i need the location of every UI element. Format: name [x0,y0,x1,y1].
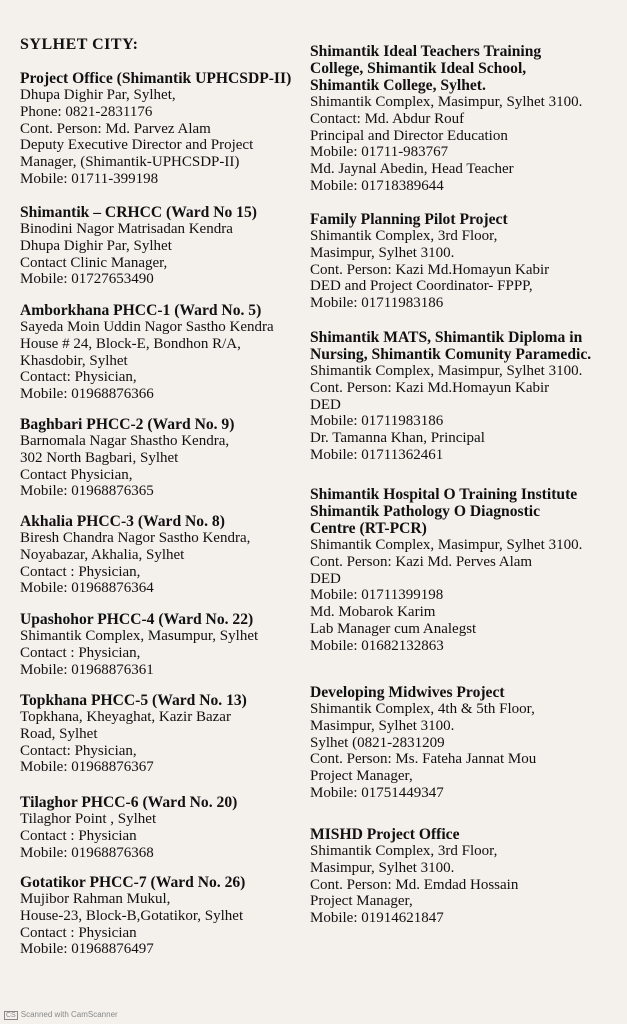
entry-line: Shimantik Complex, Masimpur, Sylhet 3100. [310,94,583,110]
entry-title: Upashohor PHCC-4 (Ward No. 22) [20,611,254,628]
entry-title: Developing Midwives Project [310,684,505,701]
entry-title: Shimantik Pathology O Diagnostic [310,503,541,520]
entry-line: Shimantik Complex, 3rd Floor, [310,843,498,859]
entry-title: Shimantik Ideal Teachers Training [310,43,542,60]
entry-title: Akhalia PHCC-3 (Ward No. 8) [20,513,225,530]
entry-line: Cont. Person: Md. Emdad Hossain [310,876,519,893]
entry-title: Topkhana PHCC-5 (Ward No. 13) [20,692,247,709]
entry-line: Dhupa Dighir Par, Sylhet, [20,87,176,103]
scanner-watermark [4,1010,118,1020]
entry-line: Mobile: 01711-983767 [310,144,449,161]
entry-line: Mobile: 01718389644 [310,177,444,194]
office-entry-ideal-institutions [310,43,615,195]
entry-title: College, Shimantik Ideal School, [310,60,527,77]
entry-line: Topkhana, Kheyaghat, Kazir Bazar [20,709,231,725]
entry-line: Masimpur, Sylhet 3100. [310,859,455,876]
entry-line: DED [310,396,341,413]
entry-line: Barnomala Nagar Shastho Kendra, [20,433,230,449]
entry-line: Mobile: 01914621847 [310,910,444,927]
entry-line: Binodini Nagor Matrisadan Kendra [20,221,233,237]
entry-line: 302 North Bagbari, Sylhet [20,449,179,466]
office-entry-family-planning [310,211,615,312]
entry-title: Shimantik College, Sylhet. [310,77,486,94]
entry-title: Centre (RT-PCR) [310,520,427,537]
entry-line: Mobile: 01968876366 [20,386,154,403]
entry-title: MISHD Project Office [310,826,460,843]
entry-line: Dhupa Dighir Par, Sylhet [20,237,172,254]
entry-line: Md. Jaynal Abedin, Head Teacher [310,161,514,178]
entry-line: Tilaghor Point , Sylhet [20,811,157,827]
entry-line: Cont. Person: Kazi Md. Perves Alam [310,553,533,570]
entry-line: Cont. Person: Kazi Md.Homayun Kabir [310,261,550,278]
entry-line: Mujibor Rahman Mukul, [20,891,171,907]
office-entry-project-office [20,70,300,188]
entry-line: Mobile: 01751449347 [310,784,444,801]
entry-line: Principal and Director Education [310,127,508,144]
entry-line: Md. Mobarok Karim [310,604,436,621]
entry-line: Mobile: 01968876361 [20,661,154,678]
office-entry-mishd [310,826,615,927]
entry-line: Project Manager, [310,768,413,785]
entry-line: Contact : Physician, [20,644,141,661]
entry-line: Mobile: 01968876368 [20,844,154,861]
entry-title: Tilaghor PHCC-6 (Ward No. 20) [20,794,238,811]
entry-line: House-23, Block-B,Gotatikor, Sylhet [20,907,244,924]
entry-line: Sylhet (0821-2831209 [310,734,445,751]
entry-line: Khasdobir, Sylhet [20,352,128,369]
office-entry-crhcc [20,204,300,288]
entry-line: Contact: Md. Abdur Rouf [310,110,465,127]
entry-line: Mobile: 01711399198 [310,587,444,604]
entry-line: Shimantik Complex, 4th & 5th Floor, [310,701,535,717]
office-entry-mats-nursing [310,329,615,464]
entry-line: Mobile: 01727653490 [20,271,154,288]
entry-line: Deputy Executive Director and Project [20,137,254,154]
entry-line: Sayeda Moin Uddin Nagor Sastho Kendra [20,319,274,335]
entry-line: Mobile: 01711-399198 [20,170,159,187]
entry-line: Biresh Chandra Nagor Sastho Kendra, [20,530,251,546]
office-entry-phcc-3 [20,513,300,597]
office-entry-hospital-pathology [310,486,615,655]
entry-line: Mobile: 01968876365 [20,483,154,500]
office-entry-phcc-5 [20,692,300,776]
entry-line: Contact Clinic Manager, [20,254,168,271]
entry-line: DED [310,570,341,587]
entry-line: Contact : Physician, [20,563,141,580]
entry-line: Road, Sylhet [20,725,98,742]
entry-line: Contact: Physician, [20,369,137,386]
entry-line: Contact : Physician [20,827,137,844]
entry-line: Mobile: 01711983186 [310,295,444,312]
entry-line: Shimantik Complex, 3rd Floor, [310,228,498,244]
entry-line: Lab Manager cum Analegst [310,620,477,637]
entry-line: Masimpur, Sylhet 3100. [310,244,455,261]
entry-line: Project Manager, [310,893,413,910]
entry-line: Manager, (Shimantik-UPHCSDP-II) [20,154,240,171]
entry-line: Mobile: 01711983186 [310,413,444,430]
entry-line: Phone: 0821-2831176 [20,103,153,120]
office-entry-phcc-2 [20,416,300,500]
entry-title: Gotatikor PHCC-7 (Ward No. 26) [20,874,246,891]
entry-line: Cont. Person: Md. Parvez Alam [20,120,211,137]
entry-title: Baghbari PHCC-2 (Ward No. 9) [20,416,235,433]
entry-title: Nursing, Shimantik Comunity Paramedic. [310,346,592,363]
entry-line: Shimantik Complex, Masumpur, Sylhet [20,628,259,644]
entry-line: Noyabazar, Akhalia, Sylhet [20,546,185,563]
entry-line: Contact : Physician [20,924,137,941]
entry-line: Masimpur, Sylhet 3100. [310,717,455,734]
entry-title: Amborkhana PHCC-1 (Ward No. 5) [20,302,262,319]
entry-line: Mobile: 01682132863 [310,637,444,654]
entry-line: Shimantik Complex, Masimpur, Sylhet 3100. [310,537,583,553]
entry-line: Mobile: 01968876367 [20,759,154,776]
entry-line: Contact: Physician, [20,742,137,759]
entry-title: Shimantik Hospital O Training Institute [310,486,578,503]
entry-line: Mobile: 01968876497 [20,941,154,958]
entry-title: Shimantik – CRHCC (Ward No 15) [20,204,257,221]
entry-line: Mobile: 01711362461 [310,446,444,463]
entry-line: Cont. Person: Kazi Md.Homayun Kabir [310,379,550,396]
page-heading: SYLHET CITY: [20,36,139,53]
entry-line: Shimantik Complex, Masimpur, Sylhet 3100. [310,363,583,379]
office-entry-phcc-7 [20,874,300,958]
entry-line: Dr. Tamanna Khan, Principal [310,430,485,447]
office-entry-phcc-4 [20,611,300,678]
entry-line: House # 24, Block-E, Bondhon R/A, [20,335,241,352]
office-entry-midwives [310,684,615,802]
watermark-text: Scanned with CamScanner [20,1010,118,1019]
entry-line: Contact Physician, [20,466,133,483]
entry-title: Project Office (Shimantik UPHCSDP-II) [20,70,292,87]
entry-title: Shimantik MATS, Shimantik Diploma in [310,329,583,346]
entry-line: Mobile: 01968876364 [20,580,154,597]
entry-line: DED and Project Coordinator- FPPP, [310,278,533,295]
entry-title: Family Planning Pilot Project [310,211,508,228]
entry-line: Cont. Person: Ms. Fateha Jannat Mou [310,751,537,768]
office-entry-phcc-1 [20,302,300,403]
scanner-logo-icon: CS [6,1012,16,1019]
office-entry-phcc-6 [20,794,300,861]
